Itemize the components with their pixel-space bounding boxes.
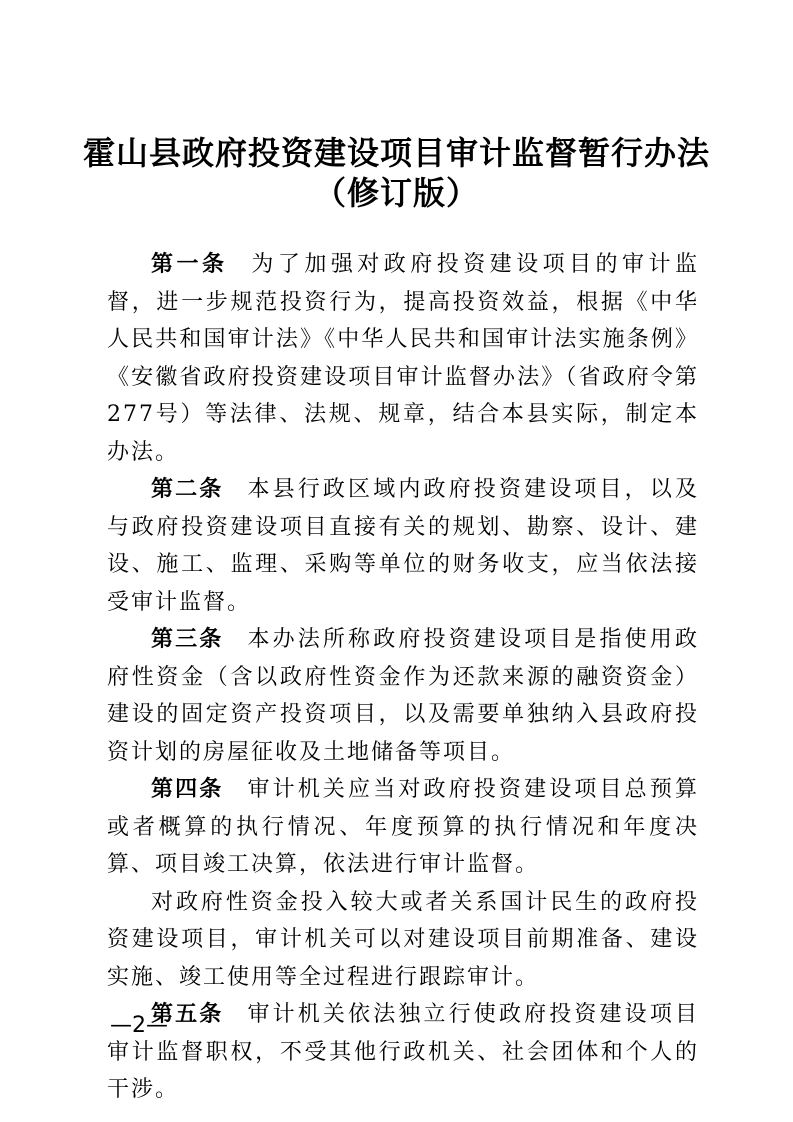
- document-title: 霍山县政府投资建设项目审计监督暂行办法: [82, 134, 710, 172]
- article-heading: 第一条: [151, 252, 228, 277]
- article-paragraph: [107, 996, 699, 1109]
- article-heading: 第四条: [151, 777, 224, 802]
- article-paragraph: [107, 884, 699, 997]
- article-text: 审计机关应当对政府投资建设项目总预算或者概算的执行情况、年度预算的执行情况和年度决算、项目竣工决算，依法进行审计监督。: [107, 777, 699, 877]
- article-text: 审计机关依法独立行使政府投资建设项目审计监督职权，不受其他行政机关、社会团体和个人的干涉。: [107, 1002, 699, 1102]
- article-paragraph: [107, 621, 699, 771]
- article-paragraph: [107, 246, 699, 471]
- article-text: 对政府性资金投入较大或者关系国计民生的政府投资建设项目，审计机关可以对建设项目前期准备、建设实施、竣工使用等全过程进行跟踪审计。: [107, 889, 699, 990]
- article-text: 为了加强对政府投资建设项目的审计监督，进一步规范投资行为，提高投资效益，根据《中华人民共和国审计法》《中华人民共和国审计法实施条例》《安徽省政府投资建设项目审计监督办法》（省政府令第277号）等法律、法规、规章，结合本县实际，制定本办法。: [107, 252, 699, 465]
- article-text: 本县行政区域内政府投资建设项目，以及与政府投资建设项目直接有关的规划、勘察、设计、建设、施工、监理、采购等单位的财务收支，应当依法接受审计监督。: [107, 477, 699, 615]
- article-heading: 第二条: [151, 477, 224, 502]
- page-number: —2—: [110, 1013, 168, 1038]
- article-paragraph: [107, 771, 699, 884]
- article-heading: 第三条: [151, 627, 224, 652]
- article-heading: 第五条: [151, 1002, 224, 1027]
- article-text: 本办法所称政府投资建设项目是指使用政府性资金（含以政府性资金作为还款来源的融资资金）建设的固定资产投资项目，以及需要单独纳入县政府投资计划的房屋征收及土地储备等项目。: [107, 627, 699, 765]
- document-subtitle: （修订版）: [313, 174, 479, 212]
- document-body: [107, 246, 699, 1109]
- article-paragraph: [107, 471, 699, 621]
